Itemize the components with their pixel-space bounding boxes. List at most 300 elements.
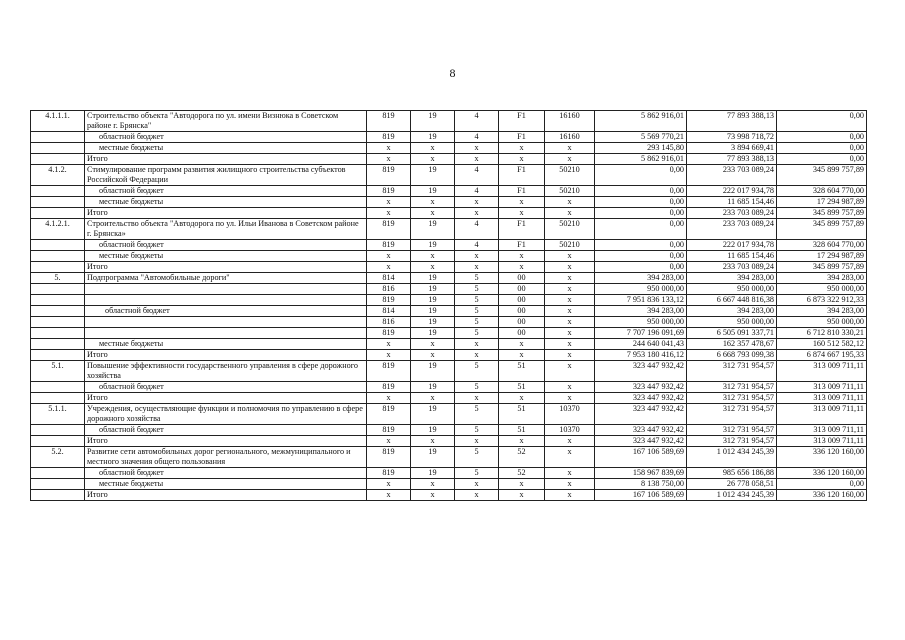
table-row — [31, 251, 867, 262]
amount-cell: 0,00 — [595, 251, 687, 262]
row-name-cell: местные бюджеты — [85, 339, 367, 350]
row-name-cell: областной бюджет — [85, 468, 367, 479]
code-cell: 19 — [411, 273, 455, 284]
code-cell: 5 — [455, 361, 499, 382]
code-cell: x — [545, 382, 595, 393]
code-cell: x — [367, 154, 411, 165]
code-cell: x — [545, 143, 595, 154]
row-name-cell: областной бюджет — [85, 132, 367, 143]
code-cell: x — [411, 350, 455, 361]
row-number-cell — [31, 468, 85, 479]
amount-cell: 5 862 916,01 — [595, 111, 687, 132]
amount-cell: 1 012 434 245,39 — [687, 447, 777, 468]
row-number-cell — [31, 132, 85, 143]
amount-cell: 312 731 954,57 — [687, 436, 777, 447]
code-cell: x — [455, 393, 499, 404]
row-name-cell: Итого — [85, 490, 367, 501]
code-cell: x — [411, 436, 455, 447]
amount-cell: 3 894 669,41 — [687, 143, 777, 154]
table-row — [31, 284, 867, 295]
amount-cell: 336 120 160,00 — [777, 490, 867, 501]
row-name-cell: Развитие сети автомобильных дорог регионального, межмуниципального и местного значения общего пользования — [85, 447, 367, 468]
code-cell: 00 — [499, 306, 545, 317]
amount-cell: 345 899 757,89 — [777, 208, 867, 219]
row-number-cell — [31, 208, 85, 219]
row-number-cell — [31, 339, 85, 350]
code-cell: x — [411, 490, 455, 501]
code-cell: F1 — [499, 219, 545, 240]
code-cell: x — [499, 262, 545, 273]
code-cell: 5 — [455, 382, 499, 393]
row-name-cell: Итого — [85, 393, 367, 404]
row-name-cell: областной бюджет — [85, 425, 367, 436]
amount-cell: 323 447 932,42 — [595, 425, 687, 436]
code-cell: 51 — [499, 382, 545, 393]
amount-cell: 77 893 388,13 — [687, 111, 777, 132]
code-cell: 51 — [499, 361, 545, 382]
code-cell: 5 — [455, 306, 499, 317]
code-cell: 00 — [499, 273, 545, 284]
code-cell: x — [367, 208, 411, 219]
row-name-cell: Стимулирование программ развития жилищного строительства субъектов Российской Федерации — [85, 165, 367, 186]
amount-cell: 345 899 757,89 — [777, 219, 867, 240]
amount-cell: 162 357 478,67 — [687, 339, 777, 350]
table-body — [31, 111, 867, 501]
code-cell: 5 — [455, 404, 499, 425]
table-row — [31, 273, 867, 284]
code-cell: 4 — [455, 219, 499, 240]
row-number-cell — [31, 186, 85, 197]
code-cell: 819 — [367, 425, 411, 436]
code-cell: x — [499, 197, 545, 208]
row-name-cell: областной бюджет — [85, 306, 367, 317]
code-cell: x — [367, 436, 411, 447]
code-cell: 00 — [499, 295, 545, 306]
table-row — [31, 165, 867, 186]
row-name-cell: областной бюджет — [85, 240, 367, 251]
code-cell: 00 — [499, 284, 545, 295]
code-cell: x — [545, 328, 595, 339]
table-row — [31, 186, 867, 197]
table-row — [31, 219, 867, 240]
amount-cell: 0,00 — [595, 262, 687, 273]
code-cell: x — [367, 479, 411, 490]
code-cell: x — [545, 350, 595, 361]
row-name-cell: Строительство объекта "Автодорога по ул. имени Визнюка в Советском районе г. Брянска" — [85, 111, 367, 132]
table-row — [31, 295, 867, 306]
table-row — [31, 447, 867, 468]
code-cell: x — [499, 490, 545, 501]
amount-cell: 323 447 932,42 — [595, 382, 687, 393]
amount-cell: 233 703 089,24 — [687, 208, 777, 219]
code-cell: x — [545, 306, 595, 317]
row-number-cell — [31, 490, 85, 501]
code-cell: 5 — [455, 468, 499, 479]
code-cell: x — [545, 447, 595, 468]
row-name-cell: областной бюджет — [85, 186, 367, 197]
row-name-cell: Строительство объекта "Автодорога по ул. Ильи Иванова в Советском районе г. Брянска» — [85, 219, 367, 240]
table-row — [31, 393, 867, 404]
row-name-cell: Учреждения, осуществляющие функции и полномочия по управлению в сфере дорожного хозяйства — [85, 404, 367, 425]
row-number-cell: 4.1.1.1. — [31, 111, 85, 132]
table-row — [31, 328, 867, 339]
code-cell: 814 — [367, 306, 411, 317]
amount-cell: 6 712 810 330,21 — [777, 328, 867, 339]
table-row — [31, 339, 867, 350]
code-cell: 819 — [367, 219, 411, 240]
table-row — [31, 240, 867, 251]
amount-cell: 222 017 934,78 — [687, 240, 777, 251]
amount-cell: 6 874 667 195,33 — [777, 350, 867, 361]
code-cell: 819 — [367, 165, 411, 186]
code-cell: x — [545, 262, 595, 273]
code-cell: x — [367, 262, 411, 273]
amount-cell: 167 106 589,69 — [595, 490, 687, 501]
amount-cell: 0,00 — [777, 479, 867, 490]
code-cell: 52 — [499, 447, 545, 468]
row-number-cell — [31, 382, 85, 393]
code-cell: 5 — [455, 425, 499, 436]
amount-cell: 0,00 — [777, 154, 867, 165]
amount-cell: 950 000,00 — [687, 317, 777, 328]
code-cell: 5 — [455, 328, 499, 339]
code-cell: 19 — [411, 382, 455, 393]
code-cell: 4 — [455, 240, 499, 251]
row-name-cell: Итого — [85, 154, 367, 165]
row-name-cell: Итого — [85, 350, 367, 361]
code-cell: 819 — [367, 361, 411, 382]
code-cell: 16160 — [545, 111, 595, 132]
amount-cell: 0,00 — [595, 165, 687, 186]
code-cell: 51 — [499, 404, 545, 425]
row-number-cell — [31, 479, 85, 490]
amount-cell: 313 009 711,11 — [777, 361, 867, 382]
code-cell: x — [545, 317, 595, 328]
code-cell: 50210 — [545, 219, 595, 240]
code-cell: 819 — [367, 295, 411, 306]
code-cell: 816 — [367, 284, 411, 295]
amount-cell: 0,00 — [777, 111, 867, 132]
code-cell: 819 — [367, 328, 411, 339]
row-number-cell — [31, 295, 85, 306]
amount-cell: 6 668 793 099,38 — [687, 350, 777, 361]
row-number-cell — [31, 306, 85, 317]
code-cell: 50210 — [545, 165, 595, 186]
row-number-cell — [31, 328, 85, 339]
code-cell: 814 — [367, 273, 411, 284]
amount-cell: 336 120 160,00 — [777, 447, 867, 468]
amount-cell: 950 000,00 — [595, 284, 687, 295]
budget-table — [30, 110, 867, 501]
amount-cell: 0,00 — [595, 208, 687, 219]
code-cell: 00 — [499, 328, 545, 339]
row-number-cell — [31, 393, 85, 404]
row-number-cell — [31, 197, 85, 208]
amount-cell: 17 294 987,89 — [777, 197, 867, 208]
code-cell: 5 — [455, 447, 499, 468]
code-cell: x — [455, 143, 499, 154]
code-cell: x — [499, 339, 545, 350]
row-name-cell: местные бюджеты — [85, 251, 367, 262]
amount-cell: 394 283,00 — [777, 273, 867, 284]
row-name-cell: Подпрограмма "Автомобильные дороги" — [85, 273, 367, 284]
table-row — [31, 468, 867, 479]
row-number-cell — [31, 240, 85, 251]
row-number-cell — [31, 154, 85, 165]
table-row — [31, 350, 867, 361]
code-cell: x — [367, 350, 411, 361]
code-cell: 5 — [455, 273, 499, 284]
code-cell: 19 — [411, 165, 455, 186]
code-cell: 5 — [455, 284, 499, 295]
table-row — [31, 317, 867, 328]
amount-cell: 985 656 186,88 — [687, 468, 777, 479]
table-row — [31, 436, 867, 447]
amount-cell: 167 106 589,69 — [595, 447, 687, 468]
amount-cell: 17 294 987,89 — [777, 251, 867, 262]
code-cell: 19 — [411, 317, 455, 328]
row-number-cell — [31, 350, 85, 361]
code-cell: 819 — [367, 382, 411, 393]
code-cell: x — [455, 490, 499, 501]
code-cell: x — [499, 208, 545, 219]
code-cell: F1 — [499, 165, 545, 186]
code-cell: x — [545, 361, 595, 382]
table-row — [31, 208, 867, 219]
code-cell: x — [411, 339, 455, 350]
amount-cell: 0,00 — [595, 240, 687, 251]
amount-cell: 233 703 089,24 — [687, 262, 777, 273]
code-cell: 19 — [411, 284, 455, 295]
code-cell: x — [455, 251, 499, 262]
code-cell: x — [545, 490, 595, 501]
code-cell: x — [545, 468, 595, 479]
code-cell: F1 — [499, 132, 545, 143]
code-cell: 19 — [411, 361, 455, 382]
code-cell: x — [545, 393, 595, 404]
amount-cell: 7 953 180 416,12 — [595, 350, 687, 361]
code-cell: 4 — [455, 165, 499, 186]
code-cell: x — [455, 262, 499, 273]
code-cell: F1 — [499, 240, 545, 251]
amount-cell: 323 447 932,42 — [595, 393, 687, 404]
table-row — [31, 306, 867, 317]
amount-cell: 222 017 934,78 — [687, 186, 777, 197]
code-cell: x — [411, 143, 455, 154]
table-row — [31, 404, 867, 425]
code-cell: F1 — [499, 111, 545, 132]
code-cell: x — [367, 197, 411, 208]
code-cell: x — [455, 197, 499, 208]
amount-cell: 323 447 932,42 — [595, 436, 687, 447]
row-name-cell: местные бюджеты — [85, 197, 367, 208]
code-cell: 00 — [499, 317, 545, 328]
code-cell: 4 — [455, 111, 499, 132]
amount-cell: 7 707 196 091,69 — [595, 328, 687, 339]
code-cell: x — [455, 154, 499, 165]
row-number-cell — [31, 436, 85, 447]
amount-cell: 345 899 757,89 — [777, 165, 867, 186]
row-number-cell — [31, 425, 85, 436]
code-cell: x — [367, 251, 411, 262]
code-cell: 10370 — [545, 404, 595, 425]
code-cell: x — [455, 479, 499, 490]
code-cell: 819 — [367, 404, 411, 425]
amount-cell: 73 998 718,72 — [687, 132, 777, 143]
table-row — [31, 479, 867, 490]
amount-cell: 77 893 388,13 — [687, 154, 777, 165]
amount-cell: 312 731 954,57 — [687, 425, 777, 436]
code-cell: x — [499, 393, 545, 404]
code-cell: 5 — [455, 317, 499, 328]
code-cell: x — [499, 436, 545, 447]
amount-cell: 394 283,00 — [595, 273, 687, 284]
amount-cell: 0,00 — [595, 219, 687, 240]
amount-cell: 312 731 954,57 — [687, 393, 777, 404]
code-cell: 10370 — [545, 425, 595, 436]
code-cell: 4 — [455, 132, 499, 143]
table-row — [31, 111, 867, 132]
amount-cell: 293 145,80 — [595, 143, 687, 154]
code-cell: x — [411, 154, 455, 165]
code-cell: 19 — [411, 295, 455, 306]
code-cell: 816 — [367, 317, 411, 328]
row-number-cell — [31, 143, 85, 154]
row-name-cell — [85, 295, 367, 306]
amount-cell: 158 967 839,69 — [595, 468, 687, 479]
code-cell: x — [411, 197, 455, 208]
code-cell: x — [545, 339, 595, 350]
amount-cell: 313 009 711,11 — [777, 436, 867, 447]
row-number-cell — [31, 284, 85, 295]
code-cell: x — [545, 295, 595, 306]
code-cell: 16160 — [545, 132, 595, 143]
code-cell: 819 — [367, 468, 411, 479]
code-cell: x — [545, 208, 595, 219]
amount-cell: 950 000,00 — [687, 284, 777, 295]
amount-cell: 345 899 757,89 — [777, 262, 867, 273]
amount-cell: 6 667 448 816,38 — [687, 295, 777, 306]
amount-cell: 0,00 — [777, 143, 867, 154]
code-cell: 19 — [411, 111, 455, 132]
code-cell: 19 — [411, 186, 455, 197]
amount-cell: 6 505 091 337,71 — [687, 328, 777, 339]
code-cell: x — [455, 208, 499, 219]
code-cell: x — [499, 143, 545, 154]
code-cell: x — [411, 479, 455, 490]
code-cell: 19 — [411, 219, 455, 240]
amount-cell: 233 703 089,24 — [687, 219, 777, 240]
code-cell: x — [499, 350, 545, 361]
code-cell: x — [545, 436, 595, 447]
code-cell: x — [499, 479, 545, 490]
table-row — [31, 132, 867, 143]
code-cell: 50210 — [545, 240, 595, 251]
amount-cell: 394 283,00 — [687, 273, 777, 284]
row-name-cell — [85, 284, 367, 295]
code-cell: 52 — [499, 468, 545, 479]
amount-cell: 244 640 041,43 — [595, 339, 687, 350]
code-cell: x — [455, 339, 499, 350]
code-cell: 50210 — [545, 186, 595, 197]
code-cell: 19 — [411, 306, 455, 317]
code-cell: 19 — [411, 425, 455, 436]
code-cell: x — [545, 479, 595, 490]
page-number: 8 — [449, 66, 456, 80]
amount-cell: 6 873 322 912,33 — [777, 295, 867, 306]
code-cell: 19 — [411, 447, 455, 468]
amount-cell: 313 009 711,11 — [777, 393, 867, 404]
amount-cell: 5 569 770,21 — [595, 132, 687, 143]
code-cell: 819 — [367, 111, 411, 132]
code-cell: 19 — [411, 240, 455, 251]
row-name-cell: Итого — [85, 436, 367, 447]
code-cell: x — [367, 393, 411, 404]
amount-cell: 1 012 434 245,39 — [687, 490, 777, 501]
code-cell: 819 — [367, 240, 411, 251]
code-cell: 5 — [455, 295, 499, 306]
table-row — [31, 197, 867, 208]
code-cell: 19 — [411, 328, 455, 339]
row-number-cell — [31, 251, 85, 262]
amount-cell: 950 000,00 — [777, 284, 867, 295]
code-cell: x — [411, 251, 455, 262]
code-cell: 819 — [367, 132, 411, 143]
code-cell: x — [411, 393, 455, 404]
code-cell: x — [367, 339, 411, 350]
code-cell: 19 — [411, 404, 455, 425]
amount-cell: 328 604 770,00 — [777, 186, 867, 197]
amount-cell: 313 009 711,11 — [777, 382, 867, 393]
code-cell: x — [455, 350, 499, 361]
code-cell: 19 — [411, 468, 455, 479]
code-cell: x — [411, 262, 455, 273]
amount-cell: 313 009 711,11 — [777, 425, 867, 436]
amount-cell: 312 731 954,57 — [687, 404, 777, 425]
code-cell: x — [411, 208, 455, 219]
code-cell: x — [367, 490, 411, 501]
row-number-cell — [31, 317, 85, 328]
table-row — [31, 154, 867, 165]
row-number-cell: 5.1.1. — [31, 404, 85, 425]
row-number-cell: 4.1.2.1. — [31, 219, 85, 240]
row-name-cell: Итого — [85, 208, 367, 219]
amount-cell: 336 120 160,00 — [777, 468, 867, 479]
code-cell: x — [545, 154, 595, 165]
table-row — [31, 425, 867, 436]
amount-cell: 233 703 089,24 — [687, 165, 777, 186]
row-name-cell — [85, 317, 367, 328]
amount-cell: 160 512 582,12 — [777, 339, 867, 350]
amount-cell: 11 685 154,46 — [687, 197, 777, 208]
amount-cell: 0,00 — [595, 197, 687, 208]
table-row — [31, 382, 867, 393]
row-name-cell: областной бюджет — [85, 382, 367, 393]
amount-cell: 0,00 — [595, 186, 687, 197]
row-name-cell — [85, 328, 367, 339]
code-cell: x — [499, 154, 545, 165]
code-cell: x — [545, 251, 595, 262]
row-number-cell — [31, 262, 85, 273]
amount-cell: 8 138 750,00 — [595, 479, 687, 490]
amount-cell: 312 731 954,57 — [687, 382, 777, 393]
code-cell: 4 — [455, 186, 499, 197]
code-cell: x — [499, 251, 545, 262]
amount-cell: 26 778 058,51 — [687, 479, 777, 490]
amount-cell: 328 604 770,00 — [777, 240, 867, 251]
amount-cell: 0,00 — [777, 132, 867, 143]
table-row — [31, 262, 867, 273]
